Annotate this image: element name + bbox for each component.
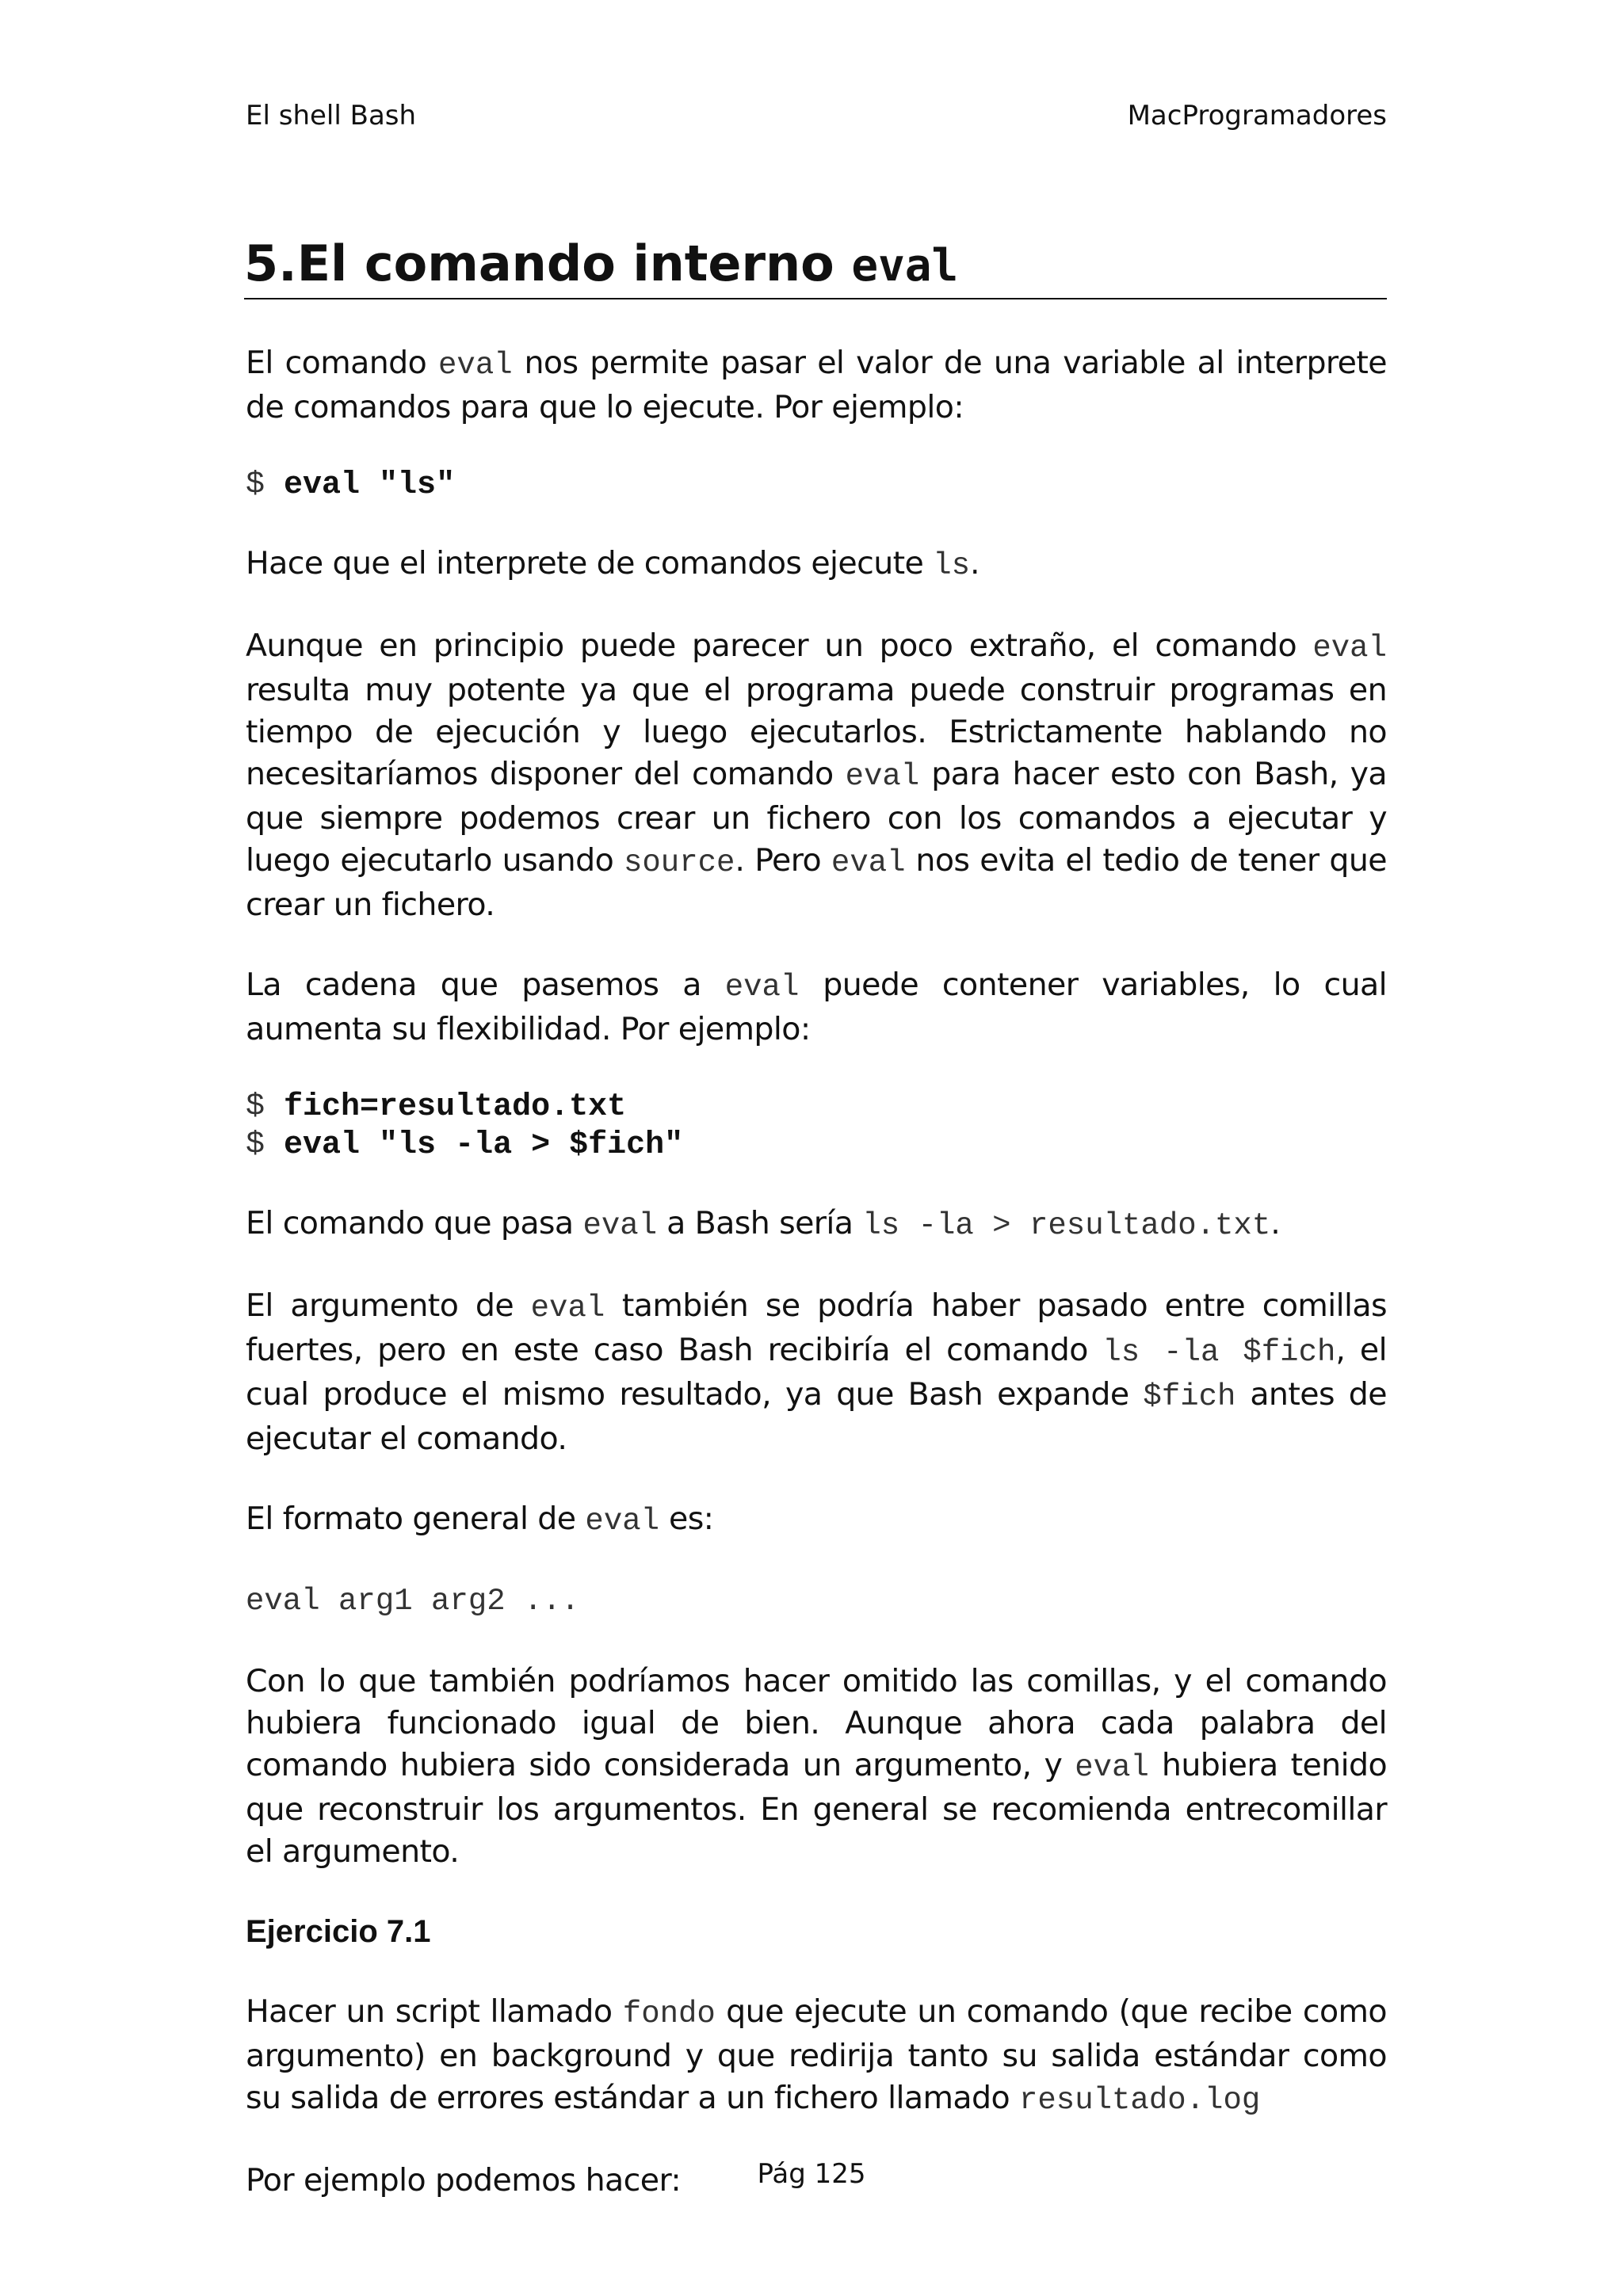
paragraph-format bbox=[246, 1498, 1387, 1543]
text-run: El argumento de bbox=[246, 1287, 531, 1324]
text-run: Hacer un script llamado bbox=[246, 1993, 623, 2030]
paragraph-explanation bbox=[246, 625, 1387, 926]
code-example-1 bbox=[246, 467, 1387, 505]
inline-code: source bbox=[623, 845, 735, 880]
text-run: La cadena que pasemos a bbox=[246, 967, 725, 1003]
paragraph-quotes bbox=[246, 1285, 1387, 1460]
page-body bbox=[246, 342, 1387, 2240]
text-run: Hace que el interprete de comandos ejecute bbox=[246, 545, 934, 582]
text-run: Con lo que también podríamos hacer omitido las comillas, y el comando hubiera funcionado igual de bien. Aunque ahora cada palabra del comando hubiera sido considerada un argumento, y bbox=[246, 1663, 1387, 1783]
inline-code: eval bbox=[831, 845, 906, 880]
inline-code: resultado.log bbox=[1019, 2083, 1261, 2118]
running-header bbox=[246, 100, 1387, 136]
text-run: . Pero bbox=[735, 842, 831, 879]
text-run: también se podría haber pasado entre comillas fuertes, pero en este caso Bash recibiría el comando bbox=[246, 1287, 1388, 1368]
code-example-2 bbox=[246, 1089, 1387, 1165]
paragraph-variables bbox=[246, 964, 1387, 1051]
paragraph-arguments bbox=[246, 1661, 1387, 1873]
text-run: . bbox=[1270, 1205, 1281, 1241]
inline-code: eval bbox=[585, 1504, 660, 1539]
inline-code: ls -la $fich bbox=[1102, 1335, 1336, 1370]
inline-code: ls bbox=[933, 548, 971, 583]
command-text: eval "ls" bbox=[284, 467, 456, 503]
inline-code: eval bbox=[1075, 1750, 1149, 1785]
text-run: hubiera tenido que reconstruir los argumentos. En general se recomienda entrecomillar el argumento. bbox=[246, 1747, 1388, 1870]
inline-code: eval bbox=[1312, 631, 1387, 666]
chapter-title bbox=[244, 230, 1387, 299]
text-run: El comando que pasa bbox=[246, 1205, 583, 1241]
text-run: puede contener variables, lo cual aumenta su flexibilidad. Por ejemplo: bbox=[246, 967, 1387, 1047]
chapter-number: 5. bbox=[244, 235, 297, 292]
text-run: Aunque en principio puede parecer un poco extraño, el comando bbox=[246, 627, 1313, 664]
header-publisher: MacProgramadores bbox=[1127, 100, 1387, 132]
command-line bbox=[246, 1127, 1387, 1165]
text-run: El formato general de bbox=[246, 1501, 586, 1537]
paragraph-example-intro: Por ejemplo podemos hacer: bbox=[246, 2162, 682, 2199]
command-text: eval "ls -la > $fich" bbox=[284, 1127, 684, 1163]
chapter-title-text: El comando interno bbox=[296, 235, 852, 292]
text-run: que ejecute un comando (que recibe como argumento) en background y que redirija tanto su salida estándar como su salida de errores estándar a un fichero llamado bbox=[246, 1993, 1388, 2116]
text-run: a Bash sería bbox=[657, 1205, 863, 1241]
inline-code: fondo bbox=[622, 1997, 716, 2031]
chapter-title-code: eval bbox=[851, 240, 959, 292]
text-run: nos evita el tedio de tener que crear un fichero. bbox=[246, 842, 1387, 923]
shell-prompt: $ bbox=[246, 1089, 265, 1125]
command-text: fich=resultado.txt bbox=[284, 1089, 627, 1125]
text-run: antes de ejecutar el comando. bbox=[246, 1376, 1387, 1457]
syntax-line: eval arg1 arg2 ... bbox=[246, 1584, 580, 1619]
shell-prompt: $ bbox=[246, 1127, 265, 1163]
inline-code: $fich bbox=[1143, 1379, 1236, 1414]
header-book-title: El shell Bash bbox=[246, 100, 417, 132]
text-run: es: bbox=[659, 1501, 714, 1537]
paragraph-intro bbox=[246, 342, 1387, 429]
text-run: . bbox=[970, 545, 980, 582]
text-run: , el cual produce el mismo resultado, ya que Bash expande bbox=[246, 1332, 1387, 1413]
paragraph-ls bbox=[246, 543, 1387, 587]
paragraph-exercise bbox=[246, 1991, 1387, 2122]
text-run: El comando bbox=[246, 345, 439, 381]
page-number: Pág 125 bbox=[757, 2158, 866, 2190]
inline-code: eval bbox=[438, 348, 513, 383]
text-run: para hacer esto con Bash, ya que siempre podemos crear un fichero con los comandos a ejecutar y luego ejecutarlo usando bbox=[246, 756, 1387, 879]
inline-code: eval bbox=[845, 759, 920, 794]
inline-code: ls -la > resultado.txt bbox=[862, 1208, 1271, 1243]
text-run: nos permite pasar el valor de una variable al interprete de comandos para que lo ejecute. Por ejemplo: bbox=[246, 345, 1387, 425]
command-line bbox=[246, 1089, 1387, 1127]
shell-prompt: $ bbox=[246, 467, 265, 503]
inline-code: eval bbox=[530, 1291, 605, 1325]
text-run: resulta muy potente ya que el programa puede construir programas en tiempo de ejecución y luego ejecutarlos. Estrictamente hablando no necesitaríamos disponer del comando bbox=[246, 672, 1387, 792]
inline-code: eval bbox=[724, 970, 800, 1005]
command-line bbox=[246, 467, 1387, 505]
inline-code: eval bbox=[582, 1208, 658, 1243]
exercise-heading: Ejercicio 7.1 bbox=[246, 1914, 431, 1949]
paragraph-result bbox=[246, 1203, 1387, 1247]
